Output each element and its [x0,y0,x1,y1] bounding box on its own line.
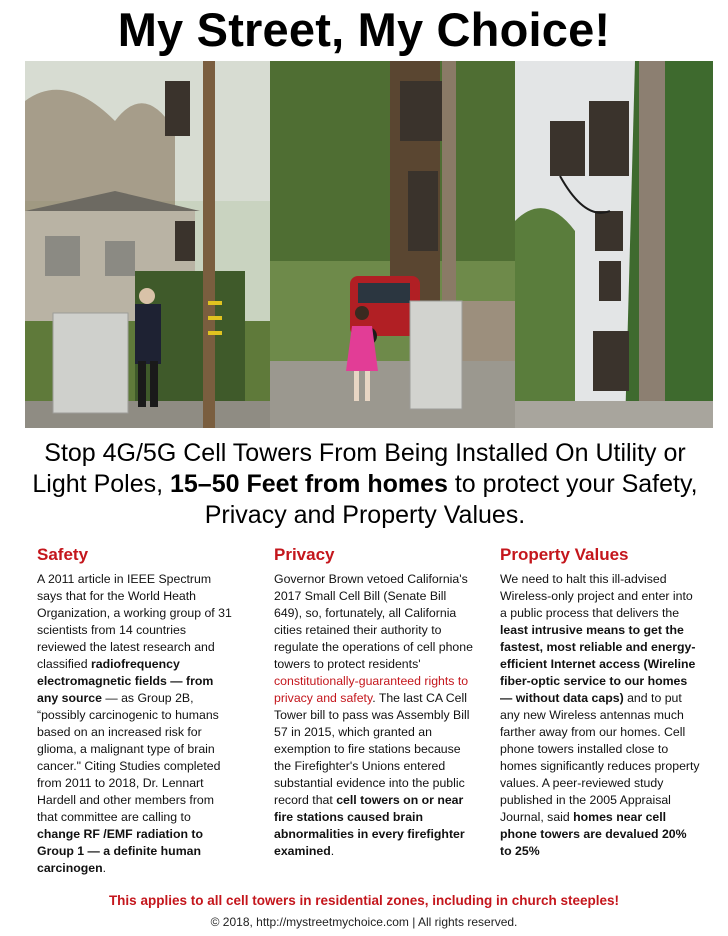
privacy-text [274,571,474,860]
photo-collage [25,61,713,428]
safety-text-2: — as Group 2B, “possibly carcinogenic to humans based on an increased risk for glioma, a malignant type of brain cancer." Citing Studies completed from 2011 to 2018, Dr. Lennart Hardell and other members from that committee are calling to [37,691,221,824]
copyright: © 2018, http://mystreetmychoice.com | All rights reserved. [210,915,518,929]
page-title: My Street, My Choice! [117,3,611,56]
privacy-text-3: . [330,844,335,858]
subtitle [20,438,710,531]
footer-warning: This applies to all cell towers in residential zones, including in church steeples! [108,893,620,908]
safety-text [37,571,237,877]
property-text-1: We need to halt this ill-advised Wireless-only project and enter into a public process that delivers the [500,572,693,620]
property-bold-2: homes near cell phone towers are devalued 20% to 25% [500,810,687,858]
property-column [500,545,700,860]
photo-pole-equipment [515,61,713,428]
privacy-text-2: . The last CA Cell Tower bill to pass was Assembly Bill 57 in 2015, which granted an exemption to fire stations because the Firefighter's Unions entered substantial evidence into the public record that [274,691,470,807]
privacy-text-1: Governor Brown vetoed California's 2017 Small Cell Bill (Senate Bill 649), so, fortunately, all California cities retained their authority to regulate the operations of cell phone towers to protect residents' [274,572,473,671]
safety-bold-1: radiofrequency electromagnetic fields — from any source [37,657,214,705]
photo-girl-cell-tower [270,61,515,428]
privacy-red-1: constitutionally-guaranteed rights to privacy and safety [274,674,469,705]
safety-text-1: A 2011 article in IEEE Spectrum says that for the World Heath Organization, a working group of 31 scientists from 14 countries reviewed the latest research and classified [37,572,232,671]
subtitle-bold: 15–50 Feet from homes [170,470,448,498]
photo-woman-cell-tower [25,61,270,428]
safety-heading: Safety [37,545,89,564]
property-heading: Property Values [500,545,629,564]
safety-bold-2: change RF /EMF radiation to Group 1 — a definite human carcinogen [37,827,204,875]
property-bold-1: least intrusive means to get the fastest, most reliable and energy-efficient Internet access (Wireline fiber-optic service to our homes — without data caps) [500,623,696,705]
subtitle-part2: to protect your Safety, Privacy and Property Values. [204,470,698,529]
safety-text-3: . [102,861,107,875]
privacy-bold-1: cell towers on or near fire stations caused brain abnormalities in every firefighter examined [274,793,465,858]
subtitle-part1: Stop 4G/5G Cell Towers From Being Installed On Utility or Light Poles, [32,439,686,498]
privacy-column [274,545,474,860]
property-text-2: and to put any new Wireless antennas much farther away from our homes. Cell phone towers installed close to homes significantly reduces property values. A peer-reviewed study published in the 2005 Appraisal Journal, said [500,691,700,824]
property-text [500,571,700,860]
safety-column [37,545,237,877]
privacy-heading: Privacy [274,545,335,564]
